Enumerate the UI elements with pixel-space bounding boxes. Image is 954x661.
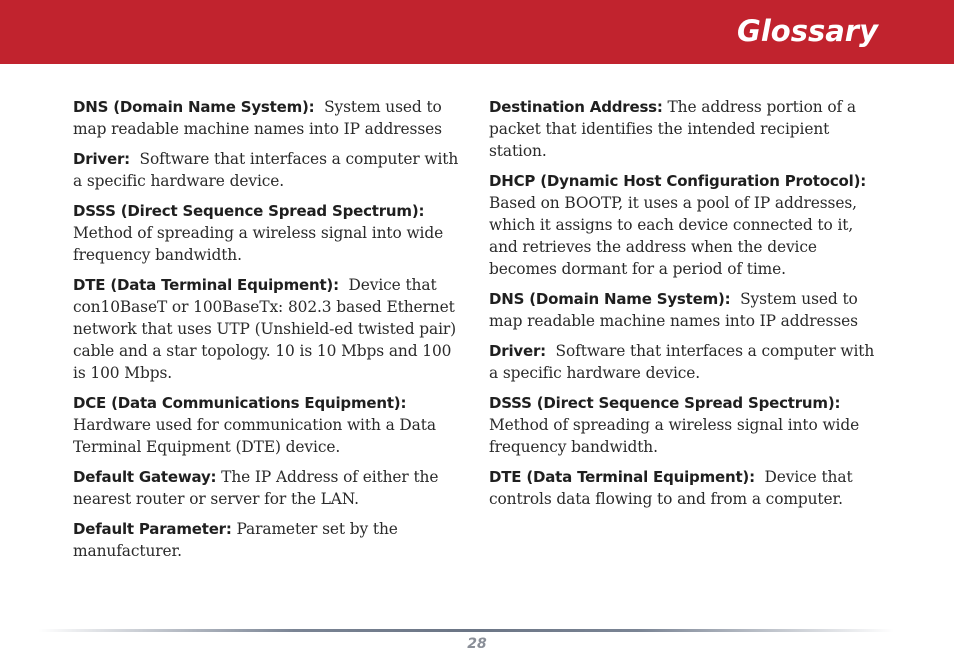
glossary-definition: Method of spreading a wireless signal into wide frequency bandwidth. xyxy=(73,224,444,264)
glossary-term: DSSS (Direct Sequence Spread Spectrum): xyxy=(489,394,841,412)
glossary-term: DCE (Data Communications Equipment): xyxy=(73,394,407,412)
glossary-entry xyxy=(73,274,465,384)
glossary-entry xyxy=(73,518,465,562)
glossary-definition: The IP Address of either the nearest router or server for the LAN. xyxy=(73,468,439,508)
glossary-term: DTE (Data Terminal Equipment): xyxy=(73,276,339,294)
glossary-entry xyxy=(73,392,465,458)
glossary-entry xyxy=(489,392,884,458)
glossary-definition: Device that con10BaseT or 100BaseTx: 802.3 based Ethernet network that uses UTP (Unshield-ed twisted pair) cable and a star topology. 10 is 10 Mbps and 100 is 100 Mbps. xyxy=(73,276,457,382)
glossary-term: Driver: xyxy=(73,150,130,168)
glossary-entry xyxy=(489,170,884,280)
glossary-entry xyxy=(489,96,884,162)
footer-divider xyxy=(38,629,894,632)
glossary-entry xyxy=(73,200,465,266)
glossary-definition: System used to map readable machine names into IP addresses xyxy=(73,98,442,138)
glossary-definition: Based on BOOTP, it uses a pool of IP addresses, which it assigns to each device connected to it, and retrieves the address when the device becomes dormant for a period of time. xyxy=(489,194,857,278)
glossary-term: Destination Address: xyxy=(489,98,663,116)
header-bar xyxy=(0,0,954,64)
glossary-term: Default Parameter: xyxy=(73,520,232,538)
glossary-definition: System used to map readable machine names into IP addresses xyxy=(489,290,858,330)
glossary-entry xyxy=(489,466,884,510)
glossary-term: DTE (Data Terminal Equipment): xyxy=(489,468,755,486)
glossary-definition: Hardware used for communication with a Data Terminal Equipment (DTE) device. xyxy=(73,416,436,456)
glossary-definition: Software that interfaces a computer with a specific hardware device. xyxy=(73,150,459,190)
glossary-column-right xyxy=(489,96,884,518)
glossary-entry xyxy=(73,466,465,510)
glossary-definition: Parameter set by the manufacturer. xyxy=(73,520,398,560)
page-number: 28 xyxy=(467,636,487,652)
glossary-definition: Software that interfaces a computer with a specific hardware device. xyxy=(489,342,875,382)
glossary-column-left xyxy=(73,96,465,570)
glossary-entry xyxy=(73,96,465,140)
glossary-definition: Method of spreading a wireless signal into wide frequency bandwidth. xyxy=(489,416,860,456)
page-title: Glossary xyxy=(737,14,878,48)
glossary-definition: The address portion of a packet that identifies the intended recipient station. xyxy=(489,98,856,160)
glossary-entry xyxy=(73,148,465,192)
glossary-term: Driver: xyxy=(489,342,546,360)
glossary-entry xyxy=(489,288,884,332)
glossary-term: DNS (Domain Name System): xyxy=(489,290,731,308)
glossary-term: DNS (Domain Name System): xyxy=(73,98,315,116)
glossary-entry xyxy=(489,340,884,384)
glossary-term: DHCP (Dynamic Host Configuration Protocol): xyxy=(489,172,867,190)
glossary-term: DSSS (Direct Sequence Spread Spectrum): xyxy=(73,202,425,220)
glossary-term: Default Gateway: xyxy=(73,468,217,486)
glossary-definition: Device that controls data flowing to and from a computer. xyxy=(489,468,853,508)
